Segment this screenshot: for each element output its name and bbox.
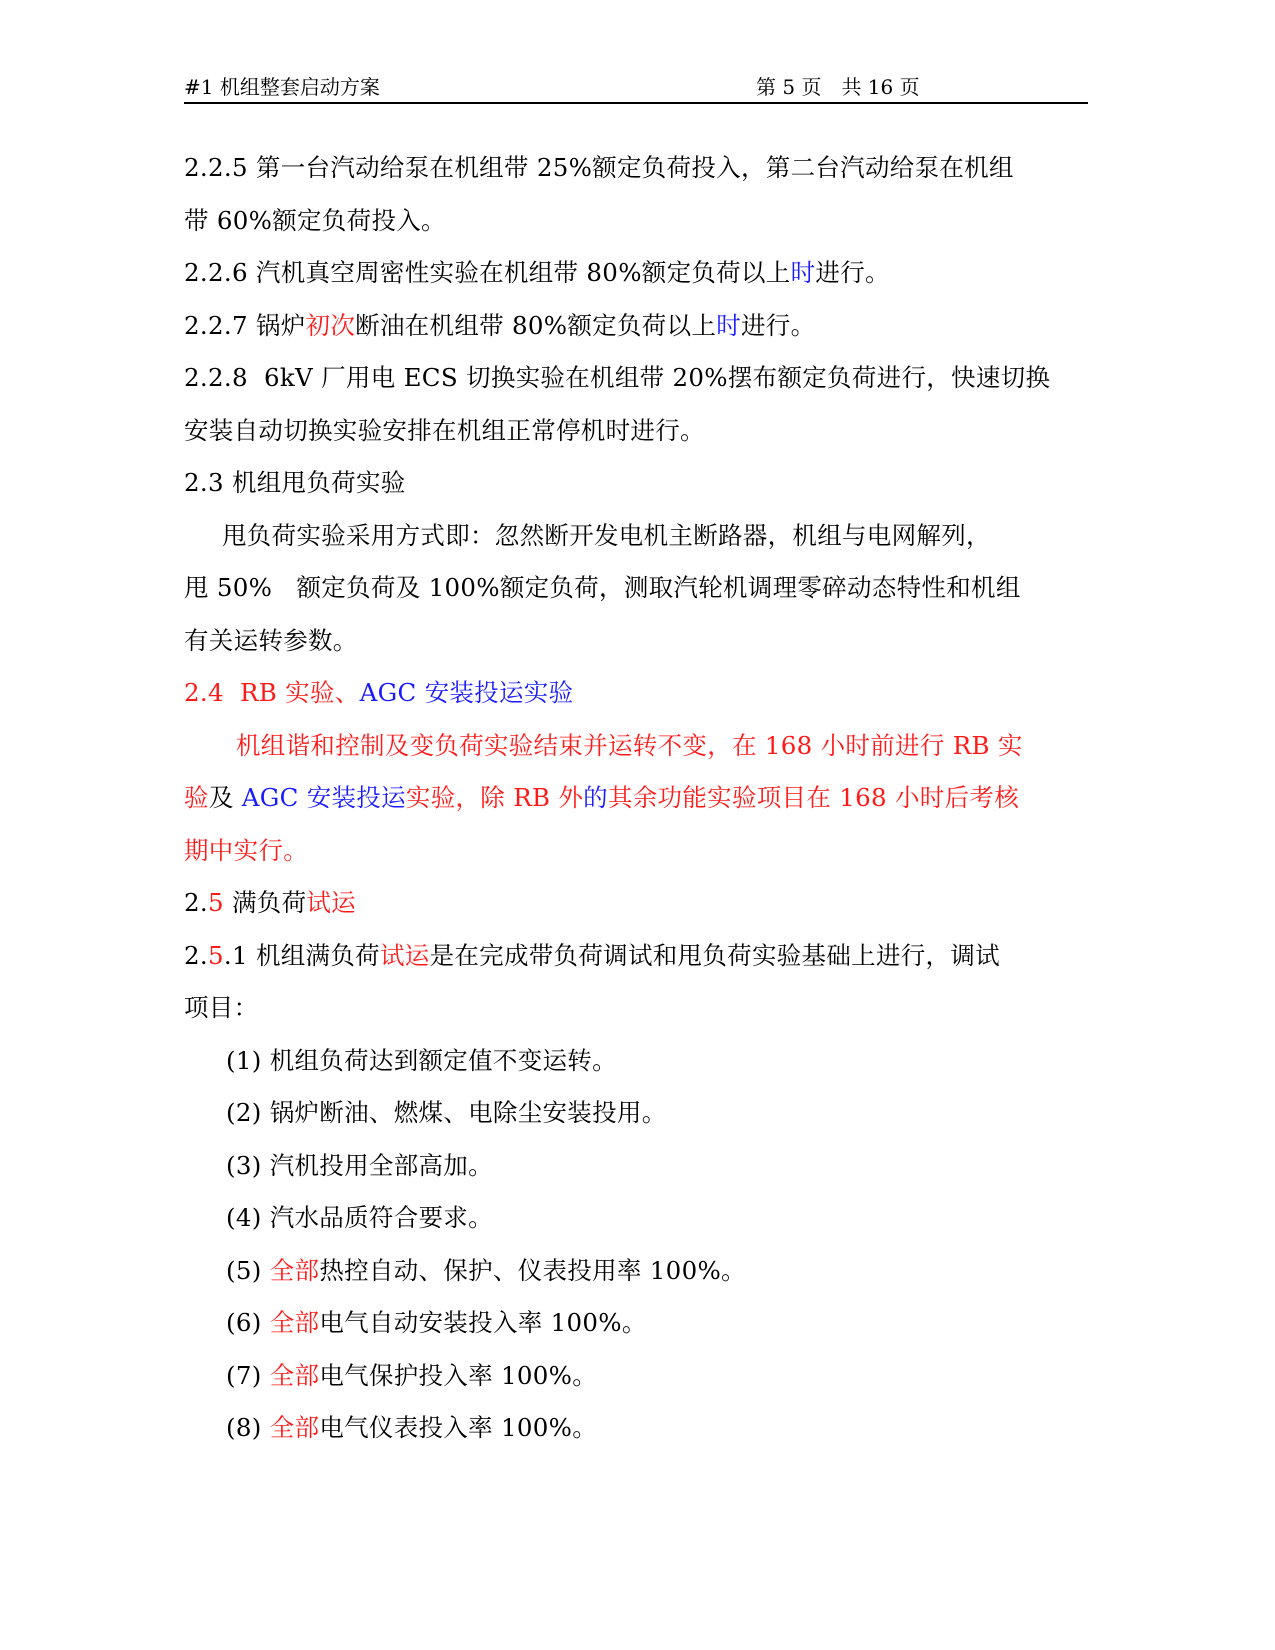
header-title: #1 机组整套启动方案 — [184, 75, 380, 99]
text-run: (1) 机组负荷达到额定值不变运转。 — [226, 1045, 617, 1075]
text-line — [184, 982, 1088, 1035]
text-line — [184, 352, 1088, 405]
text-run: 进行。 — [815, 258, 890, 287]
text-run: (5) — [226, 1255, 270, 1285]
text-run: 实验，除 RB 外 — [405, 783, 584, 812]
text-run: 全部 — [269, 1308, 320, 1337]
text-line — [184, 195, 1088, 248]
text-run: 时 — [716, 310, 741, 340]
text-run: 电气自动安装投入率 100%。 — [319, 1308, 647, 1337]
text-run: .1 机组满负荷 — [223, 940, 380, 970]
text-run: 进行。 — [741, 310, 816, 340]
text-run: (6) — [226, 1308, 270, 1337]
text-line — [184, 1402, 1088, 1455]
text-run: (7) — [226, 1360, 270, 1390]
text-line — [184, 930, 1088, 983]
text-line — [184, 772, 1088, 825]
text-run: (8) — [226, 1413, 270, 1442]
text-run: AGC 安装投运实验 — [359, 678, 574, 707]
text-run: 安装自动切换实验安排在机组正常停机时进行。 — [184, 415, 705, 445]
text-run: 是在完成带负荷调试和甩负荷实验基础上进行，调试 — [429, 940, 1000, 970]
text-run: 全部 — [269, 1255, 320, 1285]
text-run: 期中实行。 — [184, 835, 308, 865]
text-run: 满负荷 — [223, 888, 307, 917]
text-line — [184, 1245, 1088, 1298]
text-line — [184, 142, 1088, 195]
text-run: 2.2.8 6kV 厂用电 ECS 切换实验在机组带 20%摆布额定负荷进行，快速切换 — [184, 363, 1051, 392]
text-run: 2. — [184, 888, 208, 917]
text-run: 试运 — [379, 940, 430, 970]
text-run: (4) 汽水品质符合要求。 — [226, 1203, 493, 1232]
text-run: 5 — [207, 940, 224, 970]
text-run: 2.2.5 第一台汽动给泵在机组带 25%额定负荷投入，第二台汽动给泵在机组 — [184, 153, 1014, 182]
text-run: 2.2.6 汽机真空周密性实验在机组带 80%额定负荷以上 — [184, 258, 791, 287]
text-line — [184, 562, 1088, 615]
text-line — [184, 667, 1088, 720]
page-header — [184, 72, 1088, 104]
text-line — [184, 1087, 1088, 1140]
text-run: 带 60%额定负荷投入。 — [184, 205, 446, 235]
document-body — [184, 142, 1088, 1455]
text-run: 2.4 RB 实验、 — [184, 678, 360, 707]
text-line — [184, 1035, 1088, 1088]
text-line — [184, 720, 1088, 773]
text-run: 验 — [184, 783, 209, 812]
text-run: AGC 安装投运 — [241, 783, 406, 812]
text-run: 电气保护投入率 100%。 — [319, 1360, 598, 1390]
text-line — [184, 300, 1088, 353]
text-run: 全部 — [269, 1360, 320, 1390]
text-line — [184, 1350, 1088, 1403]
text-line — [184, 510, 1088, 563]
text-line — [184, 457, 1088, 510]
text-run: 热控自动、保护、仪表投用率 100%。 — [319, 1255, 746, 1285]
text-line — [184, 1192, 1088, 1245]
text-run: 及 — [208, 783, 242, 812]
text-run: 2.3 机组甩负荷实验 — [184, 468, 406, 497]
text-run: 试运 — [306, 888, 356, 917]
text-run: 5 — [207, 888, 224, 917]
text-run: 时 — [790, 258, 816, 287]
text-line — [184, 247, 1088, 300]
text-run: 甩负荷实验采用方式即：忽然断开发电机主断路器，机组与电网解列， — [222, 520, 991, 550]
header-page-info: 第 5 页 共 16 页 — [756, 75, 920, 99]
text-run: 机组谐和控制及变负荷实验结束并运转不变，在 168 小时前进行 RB 实 — [236, 730, 1023, 760]
text-line — [184, 825, 1088, 878]
text-run: 电气仪表投入率 100%。 — [319, 1413, 598, 1442]
text-run: 其余功能实验项目在 168 小时后考核 — [607, 783, 1019, 812]
text-run: 2. — [184, 940, 208, 970]
text-line — [184, 1140, 1088, 1193]
text-run: 有关运转参数。 — [184, 625, 358, 655]
text-run: 2.2.7 锅炉 — [184, 310, 306, 340]
text-line — [184, 615, 1088, 668]
text-line — [184, 405, 1088, 458]
text-run: 断油在机组带 80%额定负荷以上 — [355, 310, 717, 340]
text-run: 全部 — [269, 1413, 320, 1442]
text-run: 甩 50% 额定负荷及 100%额定负荷，测取汽轮机调理零碎动态特性和机组 — [184, 573, 1021, 602]
text-run: 初次 — [305, 310, 356, 340]
text-line — [184, 1297, 1088, 1350]
text-run: (3) 汽机投用全部高加。 — [226, 1150, 493, 1180]
text-run: 的 — [583, 783, 608, 812]
text-run: 项目： — [184, 993, 259, 1022]
text-line — [184, 877, 1088, 930]
text-run: (2) 锅炉断油、燃煤、电除尘安装投用。 — [226, 1098, 667, 1127]
